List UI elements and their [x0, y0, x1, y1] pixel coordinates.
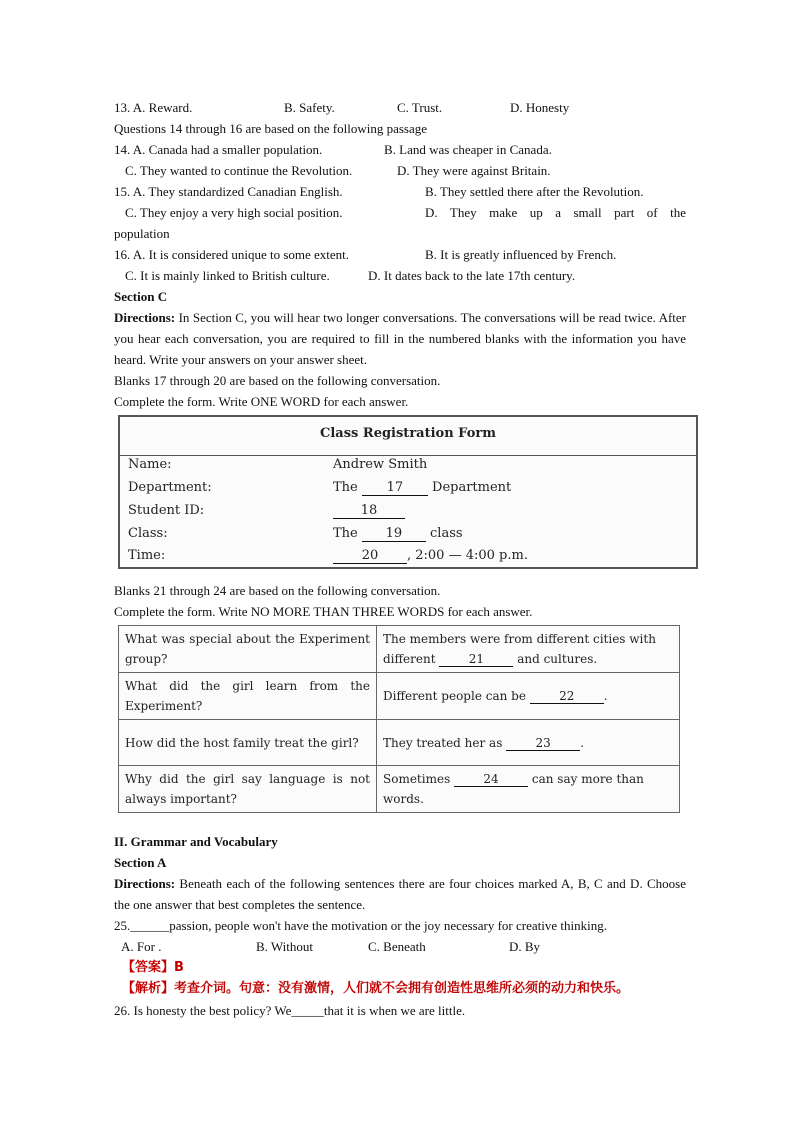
passage-intro: Questions 14 through 16 are based on the following passage — [114, 121, 428, 136]
answer-label: 【答案】B — [122, 960, 184, 975]
answer-text: Different people can be — [383, 689, 526, 703]
blanks-17-20-intro: Blanks 17 through 20 are based on the following conversation. — [114, 373, 441, 388]
form-divider — [120, 455, 696, 456]
answer-text-end: . — [580, 735, 585, 750]
directions-text: In Section C, you will hear two longer conversations. The conversations will be read twice. After you hear each conversation, you are required to fill in the numbered blanks with the information you have heard. Write your answers on your answer sheet. — [114, 310, 686, 367]
blank-21: 21 — [439, 652, 513, 667]
class-suffix: class — [430, 526, 463, 541]
dept-suffix: Department — [432, 480, 512, 495]
q14-option-c: C. They wanted to continue the Revolution. — [125, 163, 353, 178]
q16-option-d: D. It dates back to the late 17th century. — [368, 268, 576, 283]
table-answer — [377, 766, 680, 813]
q15-option-a: 15. A. They standardized Canadian English. — [114, 184, 343, 199]
name-label: Name: — [128, 457, 172, 472]
blank-17: 17 — [362, 481, 428, 496]
table-question: What did the girl learn from the Experiment? — [119, 673, 377, 720]
table-row — [119, 720, 680, 766]
q14-option-b: B. Land was cheaper in Canada. — [384, 142, 552, 157]
q14-option-d: D. They were against Britain. — [397, 163, 551, 178]
form-title: Class Registration Form — [320, 426, 496, 441]
q13-option-b: B. Safety. — [284, 100, 335, 115]
answer-text-end: can say more than words. — [383, 772, 644, 806]
table-row — [119, 766, 680, 813]
complete-form-instruction-2: Complete the form. Write NO MORE THAN THREE WORDS for each answer. — [114, 604, 533, 619]
answer-text: Sometimes — [383, 772, 451, 786]
q25-option-a: A. For . — [121, 939, 162, 954]
directions-label-2: Directions: — [114, 876, 176, 891]
part-2-heading: II. Grammar and Vocabulary — [114, 834, 278, 849]
section-a-directions — [114, 873, 686, 915]
dept-prefix: The — [333, 480, 358, 495]
section-c-heading: Section C — [114, 289, 168, 304]
directions-label: Directions: — [114, 310, 176, 325]
blank-24: 24 — [454, 772, 528, 787]
blank-23: 23 — [506, 736, 580, 751]
question-25: 25.______passion, people won't have the motivation or the joy necessary for creative thinking. — [114, 918, 607, 933]
name-value: Andrew Smith — [333, 457, 428, 472]
class-label: Class: — [128, 526, 168, 541]
q25-option-d: D. By — [509, 939, 541, 954]
department-value — [333, 480, 511, 496]
answer-text: The members were from different cities with different — [383, 632, 656, 666]
q15-option-d-cont: population — [114, 226, 170, 241]
q15-option-c: C. They enjoy a very high social position. — [125, 205, 343, 220]
table-answer — [377, 673, 680, 720]
q16-option-b: B. It is greatly influenced by French. — [425, 247, 617, 262]
blank-22: 22 — [530, 689, 604, 704]
table-question: What was special about the Experiment group? — [119, 626, 377, 673]
q16-option-a: 16. A. It is considered unique to some extent. — [114, 247, 350, 262]
class-registration-form — [118, 415, 698, 569]
q15-option-b: B. They settled there after the Revolution. — [425, 184, 644, 199]
class-prefix: The — [333, 526, 358, 541]
table-row — [119, 673, 680, 720]
department-label: Department: — [128, 480, 212, 495]
class-value — [333, 526, 463, 542]
conversation-table — [118, 625, 680, 813]
answer-text-end: and cultures. — [517, 652, 598, 666]
q13-option-c: C. Trust. — [397, 100, 443, 115]
blank-18: 18 — [333, 504, 405, 519]
answer-text-end: . — [603, 689, 608, 703]
section-a-heading: Section A — [114, 855, 167, 870]
complete-form-instruction-1: Complete the form. Write ONE WORD for each answer. — [114, 394, 409, 409]
q16-option-c: C. It is mainly linked to British culture. — [125, 268, 330, 283]
answer-text: They treated her as — [383, 735, 503, 750]
q13-option-a: 13. A. Reward. — [114, 100, 193, 115]
student-id-label: Student ID: — [128, 503, 205, 518]
section-c-directions — [114, 307, 686, 370]
student-id-value — [333, 503, 405, 519]
q15-option-d: D. They make up a small part of the — [425, 205, 686, 220]
directions-text-2: Beneath each of the following sentences there are four choices marked A, B, C and D. Choose the one answer that best completes the sentence. — [114, 876, 686, 912]
table-question: Why did the girl say language is not always important? — [119, 766, 377, 813]
blanks-21-24-intro: Blanks 21 through 24 are based on the following conversation. — [114, 583, 441, 598]
time-label: Time: — [128, 548, 166, 563]
table-row — [119, 626, 680, 673]
blank-20: 20 — [333, 549, 407, 564]
question-26: 26. Is honesty the best policy? We_____that it is when we are little. — [114, 1003, 466, 1018]
q14-option-a: 14. A. Canada had a smaller population. — [114, 142, 323, 157]
q13-option-d: D. Honesty — [510, 100, 570, 115]
time-value — [333, 548, 528, 564]
q25-option-b: B. Without — [256, 939, 314, 954]
blank-19: 19 — [362, 527, 426, 542]
table-question: How did the host family treat the girl? — [119, 720, 377, 766]
analysis-text: 【解析】考查介词。句意：没有激情，人们就不会拥有创造性思维所必须的动力和快乐。 — [122, 981, 630, 996]
time-suffix: , 2:00 — 4:00 p.m. — [407, 548, 528, 563]
table-answer — [377, 720, 680, 766]
table-answer — [377, 626, 680, 673]
q25-option-c: C. Beneath — [368, 939, 426, 954]
